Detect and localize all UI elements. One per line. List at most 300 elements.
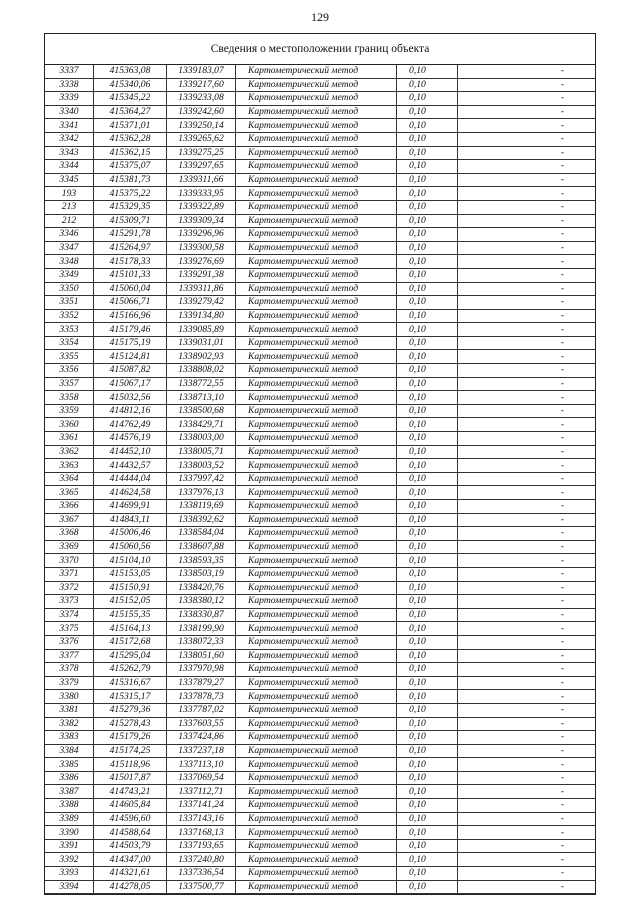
- y-coordinate-cell: 1338072,33: [167, 635, 236, 649]
- method-cell: Картометрический метод: [236, 160, 397, 174]
- precision-cell: 0,10: [397, 445, 458, 459]
- x-coordinate-cell: 415152,05: [94, 595, 167, 609]
- table-row: [45, 785, 595, 799]
- precision-cell: 0,10: [397, 867, 458, 881]
- y-coordinate-cell: 1339275,25: [167, 146, 236, 160]
- note-text: -: [560, 690, 565, 702]
- precision-cell: 0,10: [397, 459, 458, 473]
- note-text: -: [560, 377, 565, 389]
- x-coordinate-cell: 414347,00: [94, 853, 167, 867]
- note-text: -: [560, 106, 565, 118]
- y-coordinate-cell: 1338429,71: [167, 418, 236, 432]
- point-number-cell: 3380: [45, 690, 94, 704]
- note-cell: [458, 65, 596, 78]
- note-text: -: [560, 432, 565, 444]
- note-text: -: [560, 459, 565, 471]
- precision-cell: 0,10: [397, 377, 458, 391]
- table-row: [45, 608, 595, 622]
- note-cell: [458, 540, 596, 554]
- x-coordinate-cell: 415017,87: [94, 771, 167, 785]
- note-cell: [458, 187, 596, 201]
- x-coordinate-cell: 415118,96: [94, 758, 167, 772]
- method-cell: Картометрический метод: [236, 187, 397, 201]
- method-cell: Картометрический метод: [236, 527, 397, 541]
- precision-cell: 0,10: [397, 608, 458, 622]
- table-row: [45, 132, 595, 146]
- note-text: -: [560, 717, 565, 729]
- method-cell: Картометрический метод: [236, 146, 397, 160]
- note-text: -: [560, 541, 565, 553]
- x-coordinate-cell: 415375,22: [94, 187, 167, 201]
- note-text: -: [560, 296, 565, 308]
- note-text: -: [560, 758, 565, 770]
- method-cell: Картометрический метод: [236, 228, 397, 242]
- table-row: [45, 880, 595, 894]
- note-cell: [458, 500, 596, 514]
- note-cell: [458, 771, 596, 785]
- table-row: [45, 676, 595, 690]
- point-number-cell: 3391: [45, 839, 94, 853]
- point-number-cell: 3384: [45, 744, 94, 758]
- y-coordinate-cell: 1339265,62: [167, 132, 236, 146]
- table-row: [45, 867, 595, 881]
- method-cell: Картометрический метод: [236, 635, 397, 649]
- y-coordinate-cell: 1337879,27: [167, 676, 236, 690]
- precision-cell: 0,10: [397, 663, 458, 677]
- precision-cell: 0,10: [397, 391, 458, 405]
- note-cell: [458, 581, 596, 595]
- note-cell: [458, 78, 596, 92]
- method-cell: Картометрический метод: [236, 404, 397, 418]
- precision-cell: 0,10: [397, 105, 458, 119]
- note-cell: [458, 744, 596, 758]
- precision-cell: 0,10: [397, 799, 458, 813]
- x-coordinate-cell: 415309,71: [94, 214, 167, 228]
- x-coordinate-cell: 415174,25: [94, 744, 167, 758]
- note-cell: [458, 880, 596, 894]
- method-cell: Картометрический метод: [236, 377, 397, 391]
- method-cell: Картометрический метод: [236, 200, 397, 214]
- y-coordinate-cell: 1339183,07: [167, 65, 236, 78]
- note-text: -: [560, 391, 565, 403]
- table-row: [45, 758, 595, 772]
- note-cell: [458, 622, 596, 636]
- note-cell: [458, 364, 596, 378]
- x-coordinate-cell: 414321,61: [94, 867, 167, 881]
- precision-cell: 0,10: [397, 690, 458, 704]
- note-cell: [458, 635, 596, 649]
- point-number-cell: 3381: [45, 703, 94, 717]
- y-coordinate-cell: 1339311,66: [167, 173, 236, 187]
- x-coordinate-cell: 415262,79: [94, 663, 167, 677]
- note-text: -: [560, 350, 565, 362]
- method-cell: Картометрический метод: [236, 595, 397, 609]
- y-coordinate-cell: 1337168,13: [167, 826, 236, 840]
- table-title: Сведения о местоположении границ объекта: [45, 34, 595, 65]
- x-coordinate-cell: 415291,78: [94, 228, 167, 242]
- method-cell: Картометрический метод: [236, 296, 397, 310]
- x-coordinate-cell: 414605,84: [94, 799, 167, 813]
- point-number-cell: 3382: [45, 717, 94, 731]
- note-text: -: [560, 581, 565, 593]
- y-coordinate-cell: 1339233,08: [167, 92, 236, 106]
- point-number-cell: 3360: [45, 418, 94, 432]
- method-cell: Картометрический метод: [236, 364, 397, 378]
- precision-cell: 0,10: [397, 418, 458, 432]
- point-number-cell: 3385: [45, 758, 94, 772]
- x-coordinate-cell: 414432,57: [94, 459, 167, 473]
- table-row: [45, 350, 595, 364]
- note-cell: [458, 282, 596, 296]
- point-number-cell: 3343: [45, 146, 94, 160]
- method-cell: Картометрический метод: [236, 214, 397, 228]
- precision-cell: 0,10: [397, 500, 458, 514]
- precision-cell: 0,10: [397, 758, 458, 772]
- point-number-cell: 3341: [45, 119, 94, 133]
- note-text: -: [560, 609, 565, 621]
- note-cell: [458, 323, 596, 337]
- precision-cell: 0,10: [397, 771, 458, 785]
- point-number-cell: 3376: [45, 635, 94, 649]
- precision-cell: 0,10: [397, 622, 458, 636]
- note-text: -: [560, 554, 565, 566]
- note-cell: [458, 173, 596, 187]
- note-text: -: [560, 337, 565, 349]
- note-cell: [458, 391, 596, 405]
- y-coordinate-cell: 1338713,10: [167, 391, 236, 405]
- note-text: -: [560, 595, 565, 607]
- precision-cell: 0,10: [397, 676, 458, 690]
- precision-cell: 0,10: [397, 731, 458, 745]
- note-cell: [458, 268, 596, 282]
- point-number-cell: 3346: [45, 228, 94, 242]
- table-row: [45, 703, 595, 717]
- precision-cell: 0,10: [397, 649, 458, 663]
- note-text: -: [560, 744, 565, 756]
- x-coordinate-cell: 415295,04: [94, 649, 167, 663]
- point-number-cell: 3357: [45, 377, 94, 391]
- point-number-cell: 3362: [45, 445, 94, 459]
- x-coordinate-cell: 415101,33: [94, 268, 167, 282]
- x-coordinate-cell: 415006,46: [94, 527, 167, 541]
- method-cell: Картометрический метод: [236, 78, 397, 92]
- table-row: [45, 595, 595, 609]
- note-cell: [458, 472, 596, 486]
- y-coordinate-cell: 1339300,58: [167, 241, 236, 255]
- y-coordinate-cell: 1339217,60: [167, 78, 236, 92]
- table-row: [45, 717, 595, 731]
- x-coordinate-cell: 414812,16: [94, 404, 167, 418]
- note-text: -: [560, 513, 565, 525]
- precision-cell: 0,10: [397, 200, 458, 214]
- x-coordinate-cell: 415104,10: [94, 554, 167, 568]
- table-row: [45, 187, 595, 201]
- note-text: -: [560, 146, 565, 158]
- y-coordinate-cell: 1338380,12: [167, 595, 236, 609]
- precision-cell: 0,10: [397, 296, 458, 310]
- point-number-cell: 3369: [45, 540, 94, 554]
- precision-cell: 0,10: [397, 703, 458, 717]
- point-number-cell: 3351: [45, 296, 94, 310]
- point-number-cell: 3348: [45, 255, 94, 269]
- precision-cell: 0,10: [397, 132, 458, 146]
- method-cell: Картометрический метод: [236, 554, 397, 568]
- x-coordinate-cell: 414576,19: [94, 432, 167, 446]
- table-row: [45, 445, 595, 459]
- table-row: [45, 391, 595, 405]
- point-number-cell: 3383: [45, 731, 94, 745]
- table-row: [45, 309, 595, 323]
- x-coordinate-cell: 415340,06: [94, 78, 167, 92]
- y-coordinate-cell: 1339333,95: [167, 187, 236, 201]
- note-cell: [458, 418, 596, 432]
- table-row: [45, 839, 595, 853]
- note-text: -: [560, 880, 565, 892]
- table-row: [45, 282, 595, 296]
- precision-cell: 0,10: [397, 65, 458, 78]
- table-row: [45, 336, 595, 350]
- method-cell: Картометрический метод: [236, 826, 397, 840]
- method-cell: Картометрический метод: [236, 676, 397, 690]
- note-text: -: [560, 282, 565, 294]
- note-text: -: [560, 826, 565, 838]
- note-text: -: [560, 119, 565, 131]
- boundary-points-table: [45, 65, 595, 894]
- note-cell: [458, 663, 596, 677]
- point-number-cell: 3347: [45, 241, 94, 255]
- x-coordinate-cell: 415179,46: [94, 323, 167, 337]
- x-coordinate-cell: 415375,07: [94, 160, 167, 174]
- y-coordinate-cell: 1337603,55: [167, 717, 236, 731]
- precision-cell: 0,10: [397, 527, 458, 541]
- table-row: [45, 228, 595, 242]
- note-cell: [458, 119, 596, 133]
- point-number-cell: 3344: [45, 160, 94, 174]
- method-cell: Картометрический метод: [236, 853, 397, 867]
- y-coordinate-cell: 1338392,62: [167, 513, 236, 527]
- y-coordinate-cell: 1337976,13: [167, 486, 236, 500]
- note-text: -: [560, 867, 565, 879]
- x-coordinate-cell: 415371,01: [94, 119, 167, 133]
- x-coordinate-cell: 415362,15: [94, 146, 167, 160]
- point-number-cell: 3349: [45, 268, 94, 282]
- note-text: -: [560, 473, 565, 485]
- point-number-cell: 3372: [45, 581, 94, 595]
- page-number: 129: [311, 10, 329, 24]
- note-cell: [458, 608, 596, 622]
- table-row: [45, 649, 595, 663]
- note-text: -: [560, 500, 565, 512]
- note-cell: [458, 336, 596, 350]
- x-coordinate-cell: 415166,96: [94, 309, 167, 323]
- y-coordinate-cell: 1339242,60: [167, 105, 236, 119]
- precision-cell: 0,10: [397, 78, 458, 92]
- note-cell: [458, 567, 596, 581]
- boundary-table-sheet: [44, 33, 596, 895]
- method-cell: Картометрический метод: [236, 663, 397, 677]
- point-number-cell: 3345: [45, 173, 94, 187]
- table-row: [45, 744, 595, 758]
- table-row: [45, 296, 595, 310]
- method-cell: Картометрический метод: [236, 500, 397, 514]
- note-text: -: [560, 405, 565, 417]
- point-number-cell: 3338: [45, 78, 94, 92]
- x-coordinate-cell: 415087,82: [94, 364, 167, 378]
- x-coordinate-cell: 415153,05: [94, 567, 167, 581]
- precision-cell: 0,10: [397, 364, 458, 378]
- table-row: [45, 853, 595, 867]
- x-coordinate-cell: 415067,17: [94, 377, 167, 391]
- x-coordinate-cell: 415316,67: [94, 676, 167, 690]
- table-row: [45, 731, 595, 745]
- point-number-cell: 3375: [45, 622, 94, 636]
- point-number-cell: 212: [45, 214, 94, 228]
- point-number-cell: 3359: [45, 404, 94, 418]
- point-number-cell: 3356: [45, 364, 94, 378]
- note-cell: [458, 826, 596, 840]
- x-coordinate-cell: 415345,22: [94, 92, 167, 106]
- note-text: -: [560, 228, 565, 240]
- precision-cell: 0,10: [397, 255, 458, 269]
- table-row: [45, 771, 595, 785]
- note-text: -: [560, 92, 565, 104]
- point-number-cell: 3390: [45, 826, 94, 840]
- x-coordinate-cell: 415315,17: [94, 690, 167, 704]
- precision-cell: 0,10: [397, 554, 458, 568]
- y-coordinate-cell: 1338003,52: [167, 459, 236, 473]
- table-row: [45, 65, 595, 78]
- y-coordinate-cell: 1337970,98: [167, 663, 236, 677]
- x-coordinate-cell: 415179,26: [94, 731, 167, 745]
- method-cell: Картометрический метод: [236, 323, 397, 337]
- note-cell: [458, 105, 596, 119]
- method-cell: Картометрический метод: [236, 567, 397, 581]
- point-number-cell: 3389: [45, 812, 94, 826]
- y-coordinate-cell: 1337336,54: [167, 867, 236, 881]
- note-cell: [458, 839, 596, 853]
- precision-cell: 0,10: [397, 432, 458, 446]
- note-text: -: [560, 568, 565, 580]
- x-coordinate-cell: 414503,79: [94, 839, 167, 853]
- y-coordinate-cell: 1338199,90: [167, 622, 236, 636]
- method-cell: Картометрический метод: [236, 65, 397, 78]
- table-row: [45, 377, 595, 391]
- note-text: -: [560, 636, 565, 648]
- note-cell: [458, 350, 596, 364]
- precision-cell: 0,10: [397, 228, 458, 242]
- method-cell: Картометрический метод: [236, 418, 397, 432]
- precision-cell: 0,10: [397, 173, 458, 187]
- note-text: -: [560, 201, 565, 213]
- point-number-cell: 3364: [45, 472, 94, 486]
- y-coordinate-cell: 1337237,18: [167, 744, 236, 758]
- table-row: [45, 119, 595, 133]
- table-row: [45, 581, 595, 595]
- y-coordinate-cell: 1337424,86: [167, 731, 236, 745]
- point-number-cell: 3386: [45, 771, 94, 785]
- table-row: [45, 567, 595, 581]
- method-cell: Картометрический метод: [236, 255, 397, 269]
- point-number-cell: 3387: [45, 785, 94, 799]
- note-cell: [458, 649, 596, 663]
- note-cell: [458, 867, 596, 881]
- method-cell: Картометрический метод: [236, 799, 397, 813]
- point-number-cell: 3367: [45, 513, 94, 527]
- precision-cell: 0,10: [397, 119, 458, 133]
- method-cell: Картометрический метод: [236, 867, 397, 881]
- table-row: [45, 432, 595, 446]
- note-cell: [458, 554, 596, 568]
- x-coordinate-cell: 414762,49: [94, 418, 167, 432]
- precision-cell: 0,10: [397, 336, 458, 350]
- note-cell: [458, 459, 596, 473]
- y-coordinate-cell: 1338330,87: [167, 608, 236, 622]
- note-text: -: [560, 323, 565, 335]
- note-cell: [458, 377, 596, 391]
- table-row: [45, 404, 595, 418]
- method-cell: Картометрический метод: [236, 268, 397, 282]
- point-number-cell: 3355: [45, 350, 94, 364]
- point-number-cell: 3363: [45, 459, 94, 473]
- table-row: [45, 241, 595, 255]
- note-text: -: [560, 527, 565, 539]
- precision-cell: 0,10: [397, 812, 458, 826]
- precision-cell: 0,10: [397, 785, 458, 799]
- note-text: -: [560, 772, 565, 784]
- precision-cell: 0,10: [397, 282, 458, 296]
- point-number-cell: 3358: [45, 391, 94, 405]
- table-row: [45, 92, 595, 106]
- table-row: [45, 527, 595, 541]
- note-text: -: [560, 309, 565, 321]
- method-cell: Картометрический метод: [236, 432, 397, 446]
- point-number-cell: 213: [45, 200, 94, 214]
- note-text: -: [560, 160, 565, 172]
- method-cell: Картометрический метод: [236, 92, 397, 106]
- note-text: -: [560, 65, 565, 77]
- table-row: [45, 472, 595, 486]
- table-row: [45, 622, 595, 636]
- note-text: -: [560, 799, 565, 811]
- note-cell: [458, 758, 596, 772]
- note-text: -: [560, 364, 565, 376]
- y-coordinate-cell: 1339279,42: [167, 296, 236, 310]
- note-text: -: [560, 486, 565, 498]
- note-cell: [458, 255, 596, 269]
- note-cell: [458, 309, 596, 323]
- y-coordinate-cell: 1337787,02: [167, 703, 236, 717]
- y-coordinate-cell: 1339276,69: [167, 255, 236, 269]
- point-number-cell: 193: [45, 187, 94, 201]
- note-text: -: [560, 78, 565, 90]
- y-coordinate-cell: 1337113,10: [167, 758, 236, 772]
- note-text: -: [560, 242, 565, 254]
- table-row: [45, 268, 595, 282]
- point-number-cell: 3374: [45, 608, 94, 622]
- point-number-cell: 3392: [45, 853, 94, 867]
- y-coordinate-cell: 1338808,02: [167, 364, 236, 378]
- note-cell: [458, 92, 596, 106]
- point-number-cell: 3377: [45, 649, 94, 663]
- note-text: -: [560, 255, 565, 267]
- note-cell: [458, 432, 596, 446]
- note-cell: [458, 717, 596, 731]
- point-number-cell: 3388: [45, 799, 94, 813]
- point-number-cell: 3340: [45, 105, 94, 119]
- method-cell: Картометрический метод: [236, 812, 397, 826]
- note-cell: [458, 296, 596, 310]
- y-coordinate-cell: 1339311,86: [167, 282, 236, 296]
